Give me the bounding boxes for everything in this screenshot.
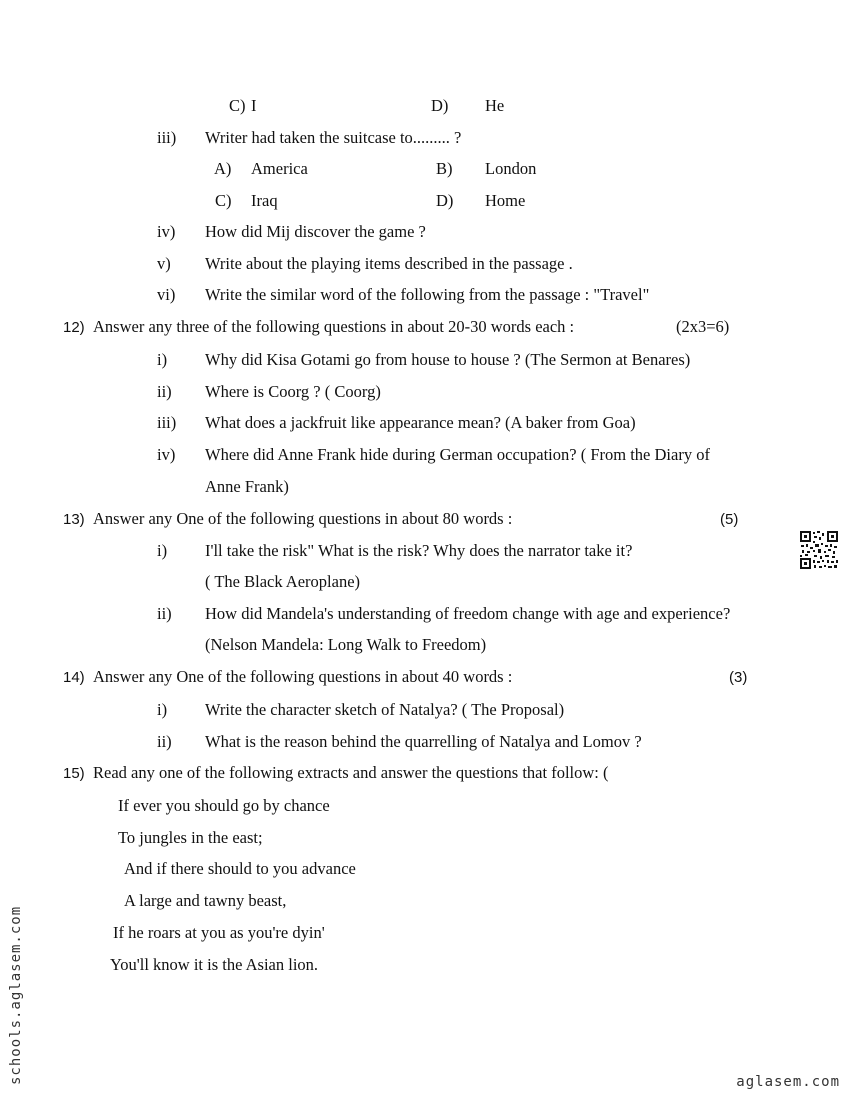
subquestion-number: iv) (157, 445, 176, 464)
option-text: I (251, 96, 257, 115)
subquestion-number: i) (157, 700, 168, 719)
subquestion-number: ii) (157, 732, 172, 751)
subquestion-text: Write the character sketch of Natalya? ( The Proposal) (205, 700, 565, 719)
subquestion-number: ii) (157, 604, 172, 623)
option-text: Home (485, 191, 526, 210)
question-number: iv) (157, 222, 176, 241)
subquestion-text: I'll take the risk" What is the risk? Why does the narrator take it? (205, 541, 633, 560)
poem-line: You'll know it is the Asian lion. (110, 955, 319, 974)
marks-label: (2x3=6) (676, 317, 730, 336)
subquestion-text: Where is Coorg ? ( Coorg) (205, 382, 381, 401)
subquestion-text: Where did Anne Frank hide during German occupation? ( From the Diary of (205, 445, 710, 464)
question-number: vi) (157, 285, 176, 304)
question-number: iii) (157, 128, 177, 147)
subquestion-number: ii) (157, 382, 172, 401)
option-letter: A) (214, 159, 232, 178)
question-number: 13) (63, 511, 85, 528)
question-text: How did Mij discover the game ? (205, 222, 426, 241)
subquestion-number: i) (157, 350, 168, 369)
option-text: Iraq (251, 191, 278, 210)
question-heading: Answer any One of the following questions in about 80 words : (93, 509, 513, 528)
subquestion-text-continued: ( The Black Aeroplane) (205, 572, 361, 591)
side-watermark: schools.aglasem.com (8, 905, 24, 1085)
subquestion-text: What is the reason behind the quarrelling of Natalya and Lomov ? (205, 732, 642, 751)
question-heading: Read any one of the following extracts and answer the questions that follow: ( (93, 763, 609, 782)
footer-watermark: aglasem.com (736, 1074, 840, 1090)
question-number: 14) (63, 669, 85, 686)
question-text: Write about the playing items described in the passage . (205, 254, 573, 273)
subquestion-text: How did Mandela's understanding of freedom change with age and experience? (205, 604, 731, 623)
option-letter: D) (436, 191, 454, 210)
option-letter: B) (436, 159, 453, 178)
qr-code (799, 530, 839, 570)
marks-label: (5) (720, 511, 739, 528)
option-letter: C) (215, 191, 232, 210)
poem-line: A large and tawny beast, (124, 891, 287, 910)
poem-line: If he roars at you as you're dyin' (113, 923, 325, 942)
option-text: America (251, 159, 308, 178)
question-heading: Answer any three of the following questions in about 20-30 words each : (93, 317, 575, 336)
subquestion-text: What does a jackfruit like appearance mean? (A baker from Goa) (205, 413, 636, 432)
subquestion-number: i) (157, 541, 168, 560)
subquestion-text-continued: Anne Frank) (205, 477, 289, 496)
question-text: Write the similar word of the following from the passage : "Travel" (205, 285, 650, 304)
option-letter: D) (431, 96, 449, 115)
question-number: 15) (63, 765, 85, 782)
option-text: London (485, 159, 537, 178)
question-heading: Answer any One of the following questions in about 40 words : (93, 667, 513, 686)
question-text: Writer had taken the suitcase to......... ? (205, 128, 462, 147)
option-text: He (485, 96, 505, 115)
subquestion-text-continued: (Nelson Mandela: Long Walk to Freedom) (205, 635, 487, 654)
poem-line: To jungles in the east; (118, 828, 263, 847)
subquestion-number: iii) (157, 413, 177, 432)
option-letter: C) (229, 96, 246, 115)
question-number: v) (157, 254, 171, 273)
poem-line: And if there should to you advance (124, 859, 356, 878)
question-number: 12) (63, 319, 85, 336)
subquestion-text: Why did Kisa Gotami go from house to house ? (The Sermon at Benares) (205, 350, 691, 369)
marks-label: (3) (729, 669, 748, 686)
poem-line: If ever you should go by chance (118, 796, 330, 815)
